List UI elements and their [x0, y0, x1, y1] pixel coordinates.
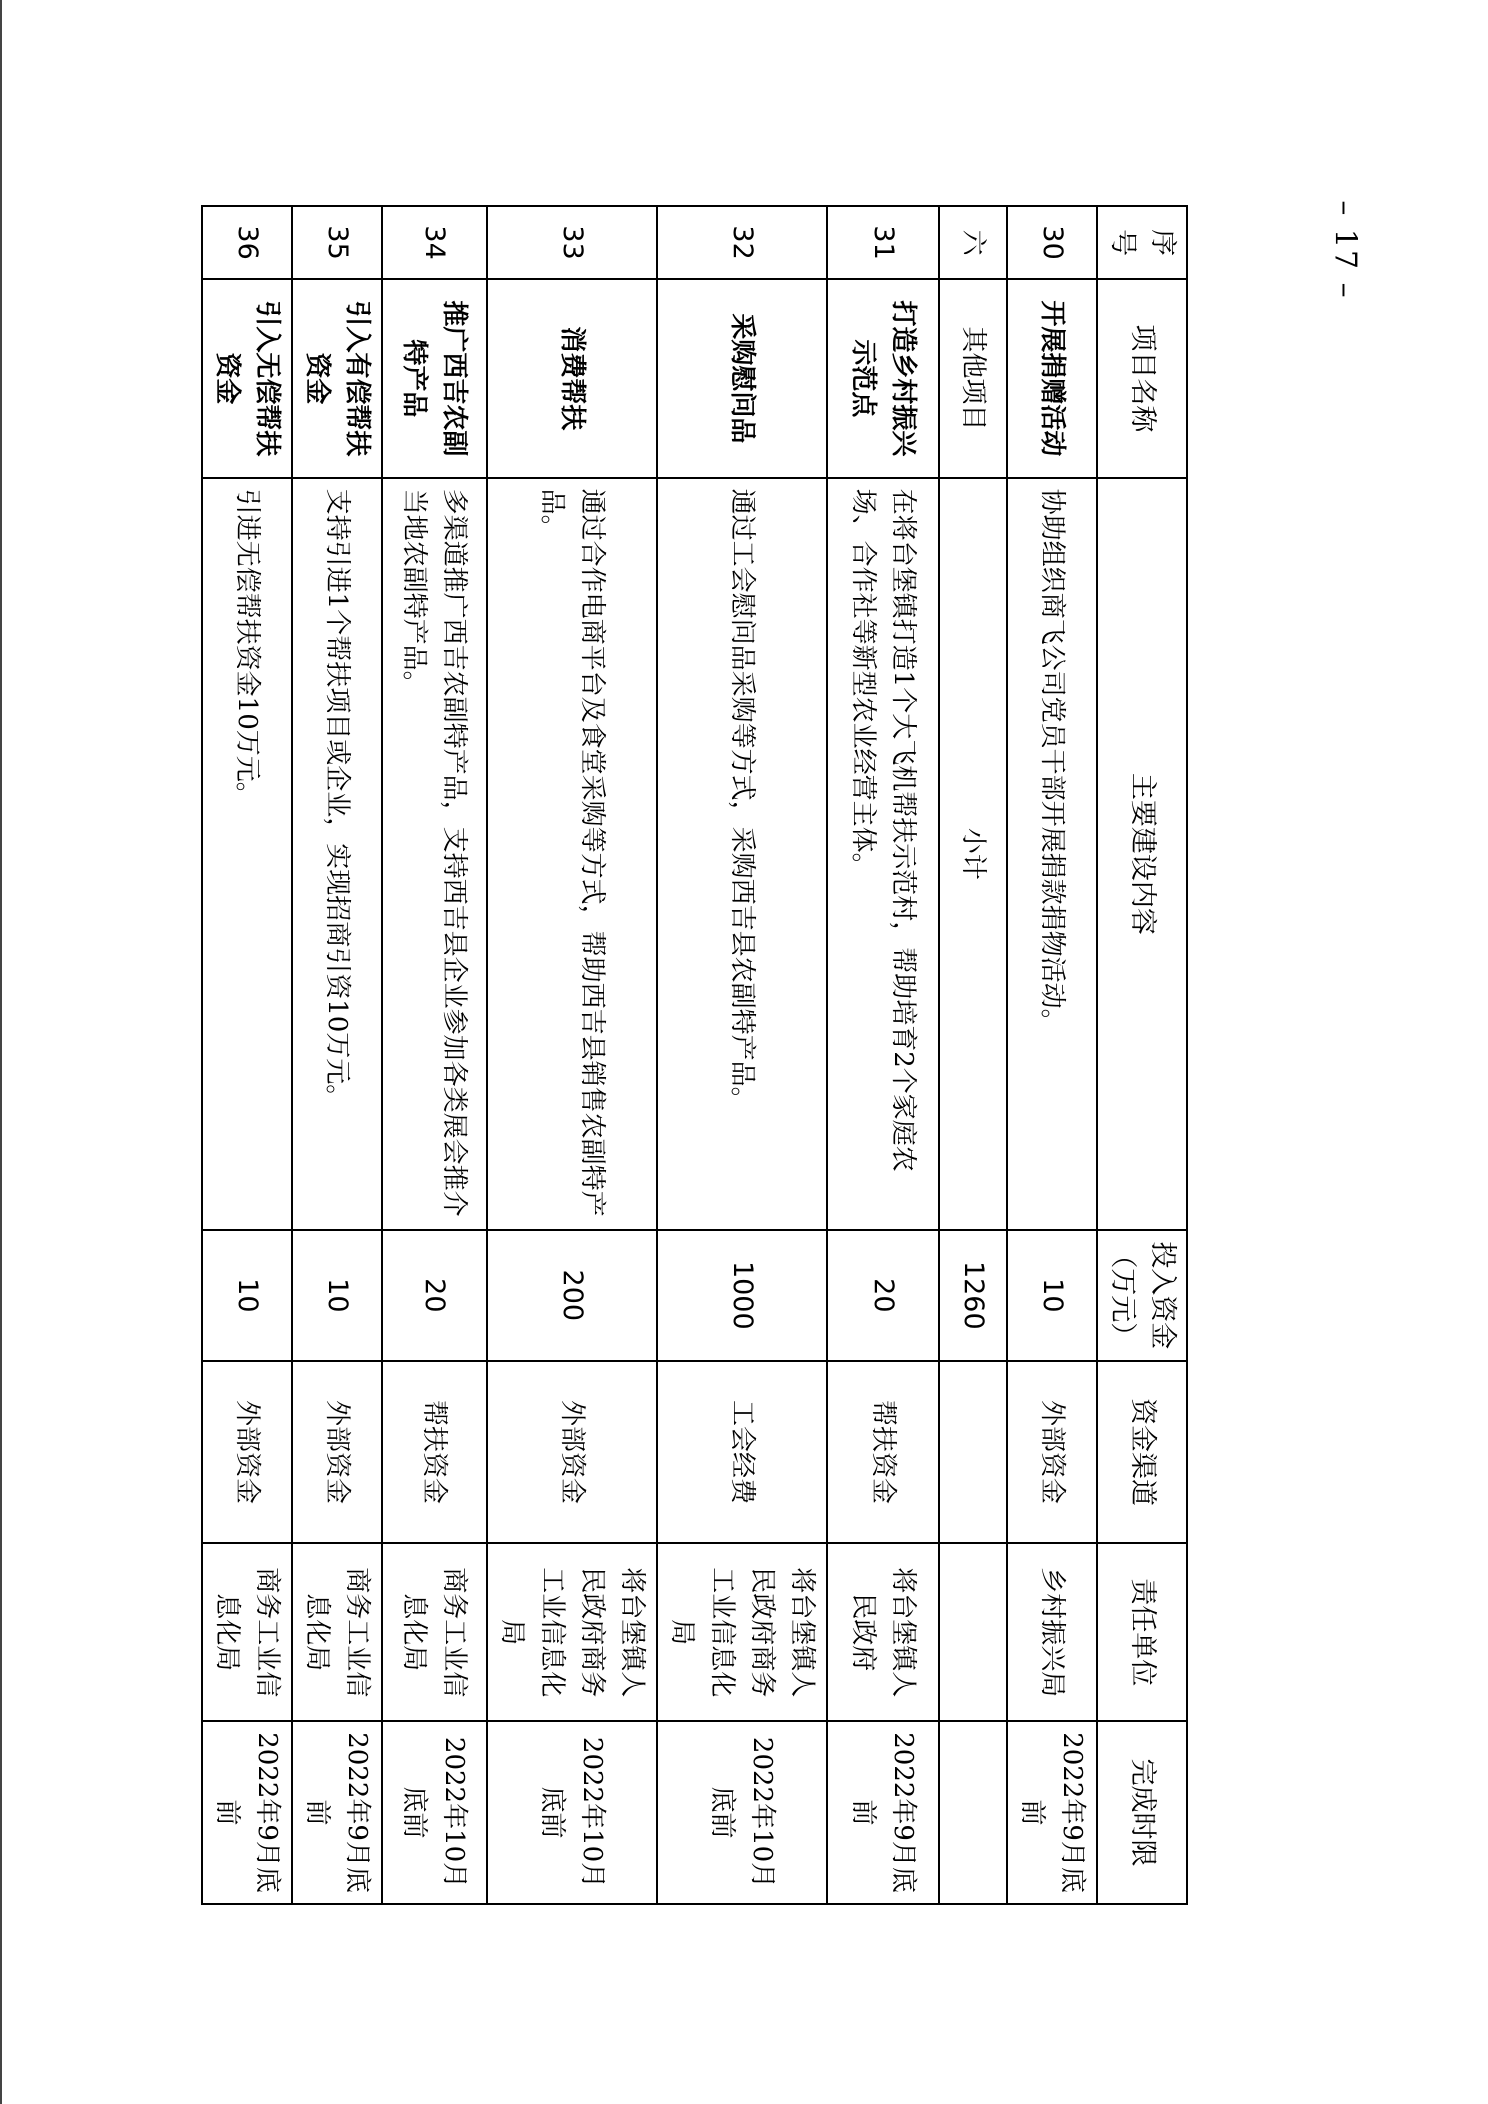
cell-deadline: 2022年9月底前	[1007, 1721, 1097, 1904]
cell-unit: 商务工业信息化局	[382, 1543, 487, 1721]
cell-unit	[939, 1543, 1007, 1721]
table-row	[487, 206, 657, 1904]
cell-name: 开展捐赠活动	[1007, 279, 1097, 478]
cell-channel: 帮扶资金	[382, 1361, 487, 1544]
cell-content: 小计	[939, 478, 1007, 1230]
cell-unit: 将台堡镇人民政府商务工业信息化局	[487, 1543, 657, 1721]
cell-unit: 商务工业信息化局	[292, 1543, 382, 1721]
cell-channel: 工会经费	[657, 1361, 827, 1544]
cell-deadline: 2022年9月底前	[827, 1721, 939, 1904]
cell-seq: 30	[1007, 206, 1097, 279]
page-number	[1290, 0, 1400, 2104]
cell-deadline: 2022年10月底前	[382, 1721, 487, 1904]
header-unit: 责任单位	[1097, 1543, 1187, 1721]
cell-name: 打造乡村振兴示范点	[827, 279, 939, 478]
cell-seq: 35	[292, 206, 382, 279]
cell-content: 通过合作电商平台及食堂采购等方式，帮助西吉县销售农副特产品。	[487, 478, 657, 1230]
cell-channel: 外部资金	[202, 1361, 292, 1544]
cell-fund: 20	[827, 1230, 939, 1361]
cell-seq: 34	[382, 206, 487, 279]
cell-deadline: 2022年10月底前	[657, 1721, 827, 1904]
cell-channel: 外部资金	[1007, 1361, 1097, 1544]
header-channel: 资金渠道	[1097, 1361, 1187, 1544]
cell-seq: 31	[827, 206, 939, 279]
cell-content: 在将台堡镇打造1个大飞机帮扶示范村，帮助培育2个家庭农场、合作社等新型农业经营主体。	[827, 478, 939, 1230]
header-content: 主要建设内容	[1097, 478, 1187, 1230]
cell-fund: 10	[1007, 1230, 1097, 1361]
cell-name: 引入有偿帮扶资金	[292, 279, 382, 478]
cell-seq: 32	[657, 206, 827, 279]
cell-fund: 10	[292, 1230, 382, 1361]
cell-content: 协助组织商飞公司党员干部开展捐款捐物活动。	[1007, 478, 1097, 1230]
table-row	[1007, 206, 1097, 1904]
cell-channel: 外部资金	[292, 1361, 382, 1544]
header-name: 项目名称	[1097, 279, 1187, 478]
table-row	[827, 206, 939, 1904]
cell-channel: 帮扶资金	[827, 1361, 939, 1544]
header-seq: 序号	[1097, 206, 1187, 279]
table-row	[292, 206, 382, 1904]
cell-deadline: 2022年10月底前	[487, 1721, 657, 1904]
cell-seq: 33	[487, 206, 657, 279]
page-left-border	[0, 0, 2, 2104]
cell-content: 引进无偿帮扶资金10万元。	[202, 478, 292, 1230]
cell-seq: 36	[202, 206, 292, 279]
cell-unit: 乡村振兴局	[1007, 1543, 1097, 1721]
cell-unit: 商务工业信息化局	[202, 1543, 292, 1721]
cell-name: 消费帮扶	[487, 279, 657, 478]
cell-name: 引入无偿帮扶资金	[202, 279, 292, 478]
cell-deadline: 2022年9月底前	[292, 1721, 382, 1904]
page-number-text: – 17 –	[1327, 200, 1363, 300]
cell-name: 采购慰问品	[657, 279, 827, 478]
cell-fund: 10	[202, 1230, 292, 1361]
cell-fund: 1260	[939, 1230, 1007, 1361]
cell-unit: 将台堡镇人民政府商务工业信息化局	[657, 1543, 827, 1721]
rotated-table-wrapper	[212, 205, 1188, 1905]
table-row	[939, 206, 1007, 1904]
cell-name: 其他项目	[939, 279, 1007, 478]
header-deadline: 完成时限	[1097, 1721, 1187, 1904]
cell-unit: 将台堡镇人民政府	[827, 1543, 939, 1721]
cell-deadline: 2022年9月底前	[202, 1721, 292, 1904]
cell-fund: 200	[487, 1230, 657, 1361]
cell-fund: 20	[382, 1230, 487, 1361]
cell-content: 支持引进1个帮扶项目或企业，实现招商引资10万元。	[292, 478, 382, 1230]
project-table	[201, 205, 1188, 1905]
table-header-row	[1097, 206, 1187, 1904]
cell-channel	[939, 1361, 1007, 1544]
cell-deadline	[939, 1721, 1007, 1904]
table-row	[202, 206, 292, 1904]
cell-channel: 外部资金	[487, 1361, 657, 1544]
table-row	[382, 206, 487, 1904]
cell-seq: 六	[939, 206, 1007, 279]
cell-fund: 1000	[657, 1230, 827, 1361]
header-fund: 投入资金（万元）	[1097, 1230, 1187, 1361]
cell-content: 多渠道推广西吉农副特产品，支持西吉县企业参加各类展会推介当地农副特产品。	[382, 478, 487, 1230]
table-row	[657, 206, 827, 1904]
cell-content: 通过工会慰问品采购等方式，采购西吉县农副特产品。	[657, 478, 827, 1230]
cell-name: 推广西吉农副特产品	[382, 279, 487, 478]
